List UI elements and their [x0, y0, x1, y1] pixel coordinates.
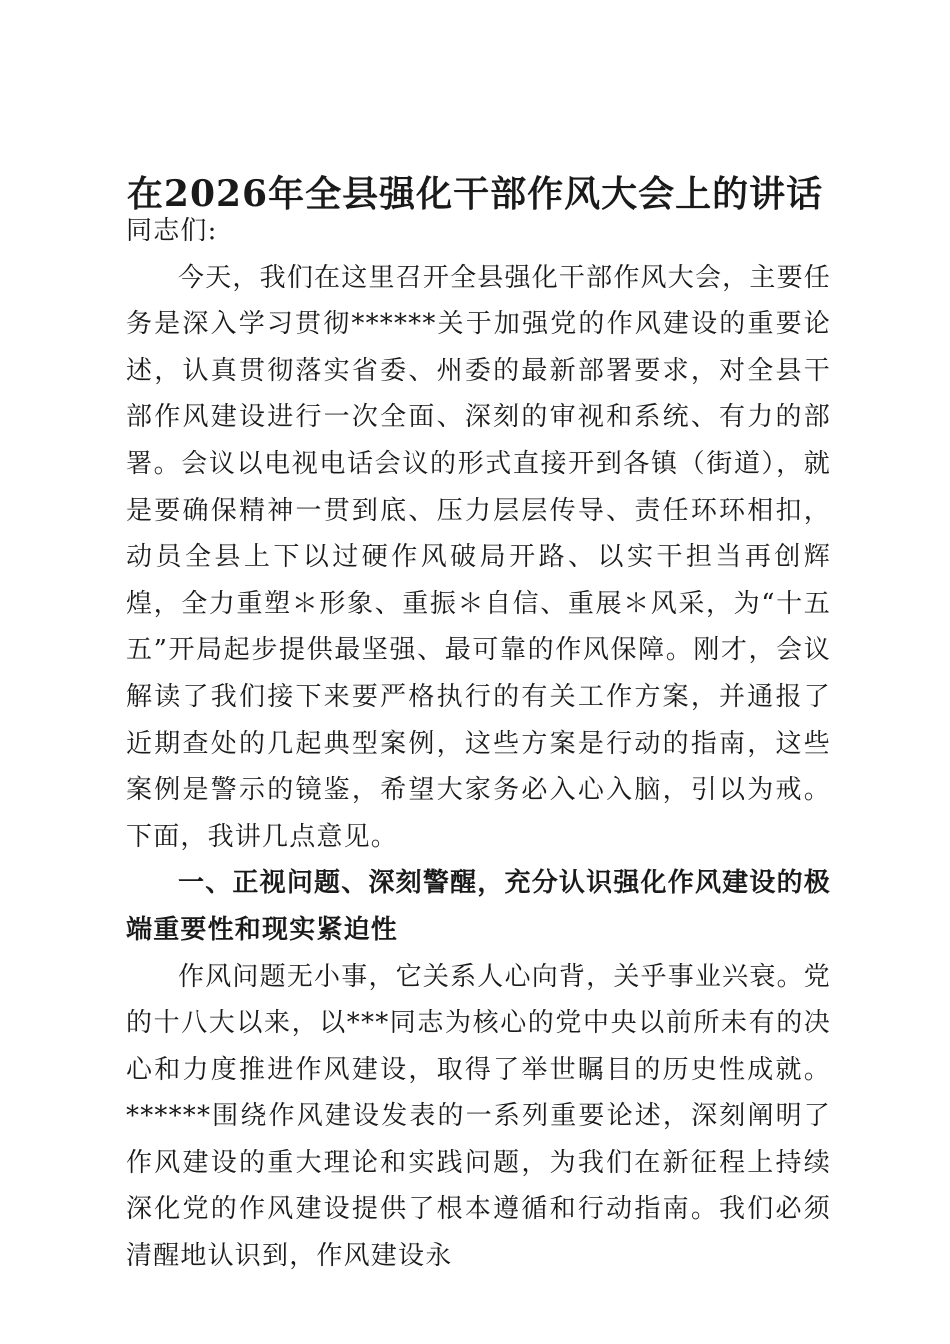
opening-paragraph: 今天，我们在这里召开全县强化干部作风大会，主要任务是深入学习贯彻******关于加强党的作风建设的重要论述，认真贯彻落实省委、州委的最新部署要求，对全县干部作风建设进行一次全面、深刻的审视和系统、有力的部署。会议以电视电话会议的形式直接开到各镇（街道），就是要确保精神一贯到底、压力层层传导、责任环环相扣，动员全县上下以过硬作风破局开路、以实干担当再创辉煌，全力重塑＊形象、重振＊自信、重展＊风采，为“十五五”开局起步提供最坚强、最可靠的作风保障。刚才，会议解读了我们接下来要严格执行的有关工作方案，并通报了近期查处的几起典型案例，这些方案是行动的指南，这些案例是警示的镜鉴，希望大家务必入心入脑，引以为戒。下面，我讲几点意见。	[126, 262, 831, 852]
section-heading: 一、正视问题、深刻警醒，充分认识强化作风建设的极端重要性和现实紧迫性	[126, 868, 831, 945]
section-paragraph: 作风问题无小事，它关系人心向背，关乎事业兴衰。党的十八大以来，以***同志为核心的党中央以前所未有的决心和力度推进作风建设，取得了举世瞩目的历史性成就。******围绕作风建设发表的一系列重要论述，深刻阐明了作风建设的重大理论和实践问题，为我们在新征程上持续深化党的作风建设提供了根本遵循和行动指南。我们必须清醒地认识到，作风建设永	[126, 961, 831, 1272]
document-title: 在2026年全县强化干部作风大会上的讲话	[126, 173, 824, 215]
salutation: 同志们:	[126, 216, 218, 246]
document-body	[126, 208, 831, 1280]
